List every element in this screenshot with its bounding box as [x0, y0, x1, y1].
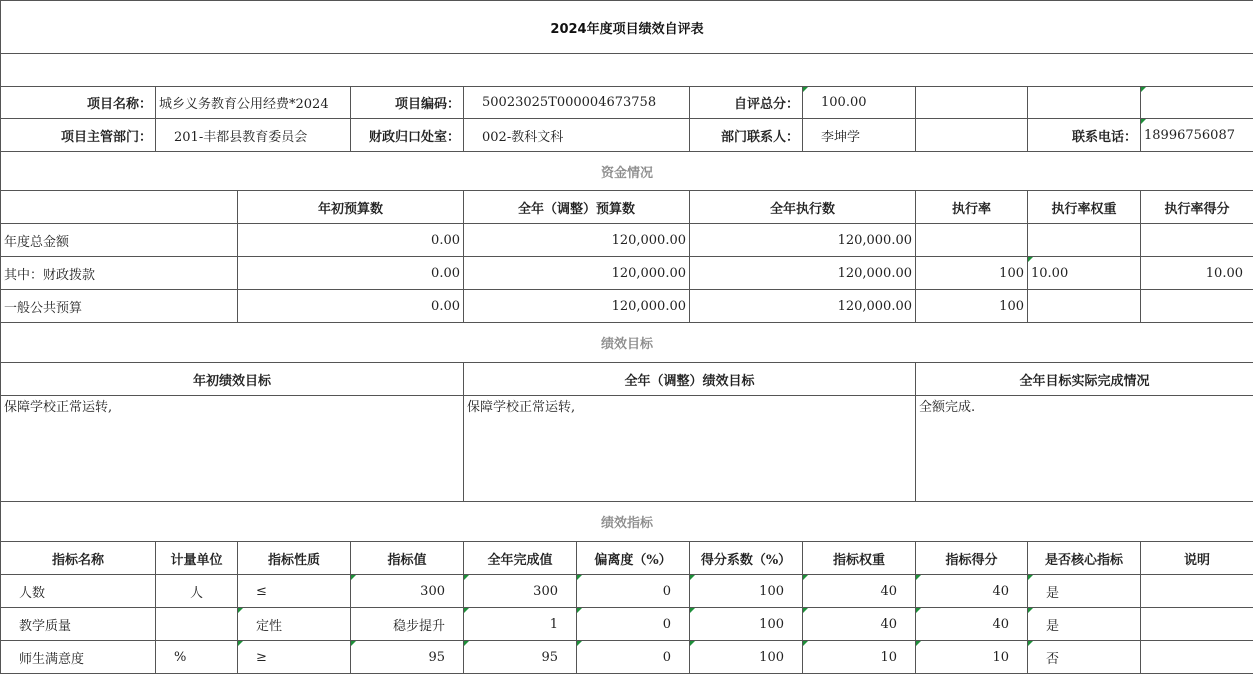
funds-row-adjusted[interactable]: 120,000.00	[464, 290, 690, 323]
goal-actual-text[interactable]: 全额完成.	[916, 396, 1253, 502]
ind-done[interactable]: 1	[464, 608, 577, 641]
contact-label: 部门联系人：	[690, 119, 803, 152]
ind-name[interactable]: 人数	[1, 575, 156, 608]
ind-deviation[interactable]: 0	[577, 575, 690, 608]
ind-core[interactable]: 否	[1028, 641, 1141, 674]
ind-deviation[interactable]: 0	[577, 608, 690, 641]
funds-row-adjusted[interactable]: 120,000.00	[464, 224, 690, 257]
funds-row-name[interactable]: 年度总金额	[1, 224, 238, 257]
ind-coef[interactable]: 100	[690, 575, 803, 608]
ind-coef[interactable]: 100	[690, 608, 803, 641]
ind-header-unit: 计量单位	[156, 542, 238, 575]
funds-header-score: 执行率得分	[1141, 191, 1253, 224]
ind-coef[interactable]: 100	[690, 641, 803, 674]
ind-header-value: 指标值	[351, 542, 464, 575]
project-name-label: 项目名称：	[1, 87, 156, 119]
ind-header-coef: 得分系数（%）	[690, 542, 803, 575]
goals-header-row	[1, 363, 1253, 396]
finance-value[interactable]: 002-教科文科	[464, 119, 690, 152]
ind-weight[interactable]: 40	[803, 608, 916, 641]
table-row	[1, 641, 1253, 674]
goals-header-actual: 全年目标实际完成情况	[916, 363, 1253, 396]
funds-row-rate[interactable]	[916, 224, 1028, 257]
table-row	[1, 224, 1253, 257]
ind-deviation[interactable]: 0	[577, 641, 690, 674]
funds-row-adjusted[interactable]: 120,000.00	[464, 257, 690, 290]
empty-cell[interactable]	[1141, 87, 1253, 119]
funds-row-initial[interactable]: 0.00	[238, 257, 464, 290]
indicators-section-title: 绩效指标	[1, 502, 1253, 542]
finance-label: 财政归口处室：	[351, 119, 464, 152]
goals-section-title: 绩效目标	[1, 323, 1253, 363]
empty-cell[interactable]	[1028, 87, 1141, 119]
table-row	[1, 257, 1253, 290]
funds-header-initial: 年初预算数	[238, 191, 464, 224]
table-row	[1, 608, 1253, 641]
funds-header-executed: 全年执行数	[690, 191, 916, 224]
funds-row-score[interactable]: 10.00	[1141, 257, 1253, 290]
ind-name[interactable]: 师生满意度	[1, 641, 156, 674]
funds-header-weight: 执行率权重	[1028, 191, 1141, 224]
ind-done[interactable]: 95	[464, 641, 577, 674]
ind-header-deviation: 偏离度（%）	[577, 542, 690, 575]
funds-section-title: 资金情况	[1, 152, 1253, 191]
phone-value[interactable]: 18996756087	[1141, 119, 1253, 152]
ind-note[interactable]	[1141, 608, 1253, 641]
ind-nature[interactable]: ≥	[238, 641, 351, 674]
empty-cell[interactable]	[916, 119, 1028, 152]
ind-score[interactable]: 40	[916, 608, 1028, 641]
project-code-label: 项目编码：	[351, 87, 464, 119]
ind-score[interactable]: 10	[916, 641, 1028, 674]
indicators-header-row	[1, 542, 1253, 575]
ind-value[interactable]: 稳步提升	[351, 608, 464, 641]
ind-core[interactable]: 是	[1028, 608, 1141, 641]
dept-label: 项目主管部门：	[1, 119, 156, 152]
funds-row-weight[interactable]	[1028, 224, 1141, 257]
goal-adjusted-text[interactable]: 保障学校正常运转,	[464, 396, 916, 502]
ind-header-core: 是否核心指标	[1028, 542, 1141, 575]
ind-name[interactable]: 教学质量	[1, 608, 156, 641]
self-score-value[interactable]: 100.00	[803, 87, 916, 119]
ind-header-score: 指标得分	[916, 542, 1028, 575]
project-name-value[interactable]: 城乡义务教育公用经费*2024	[156, 87, 351, 119]
funds-header-rate: 执行率	[916, 191, 1028, 224]
funds-header-row	[1, 191, 1253, 224]
ind-unit[interactable]: %	[156, 641, 238, 674]
ind-weight[interactable]: 40	[803, 575, 916, 608]
funds-row-weight[interactable]	[1028, 290, 1141, 323]
ind-header-name: 指标名称	[1, 542, 156, 575]
ind-note[interactable]	[1141, 575, 1253, 608]
funds-row-score[interactable]	[1141, 224, 1253, 257]
funds-row-score[interactable]	[1141, 290, 1253, 323]
phone-label: 联系电话：	[1028, 119, 1141, 152]
goals-header-initial: 年初绩效目标	[1, 363, 464, 396]
ind-value[interactable]: 300	[351, 575, 464, 608]
ind-header-weight: 指标权重	[803, 542, 916, 575]
goals-header-adjusted: 全年（调整）绩效目标	[464, 363, 916, 396]
funds-row-rate[interactable]: 100	[916, 257, 1028, 290]
dept-value[interactable]: 201-丰都县教育委员会	[156, 119, 351, 152]
table-row	[1, 575, 1253, 608]
funds-row-initial[interactable]: 0.00	[238, 290, 464, 323]
goal-initial-text[interactable]: 保障学校正常运转,	[1, 396, 464, 502]
ind-header-note: 说明	[1141, 542, 1253, 575]
blank-row[interactable]	[1, 54, 1253, 87]
funds-row-executed[interactable]: 120,000.00	[690, 257, 916, 290]
ind-done[interactable]: 300	[464, 575, 577, 608]
ind-core[interactable]: 是	[1028, 575, 1141, 608]
ind-nature[interactable]: 定性	[238, 608, 351, 641]
table-row	[1, 290, 1253, 323]
page-title: 2024年度项目绩效自评表	[1, 1, 1253, 54]
ind-unit[interactable]: 人	[156, 575, 238, 608]
ind-header-done: 全年完成值	[464, 542, 577, 575]
ind-nature[interactable]: ≤	[238, 575, 351, 608]
empty-cell	[1, 191, 238, 224]
ind-weight[interactable]: 10	[803, 641, 916, 674]
ind-value[interactable]: 95	[351, 641, 464, 674]
funds-row-executed[interactable]: 120,000.00	[690, 224, 916, 257]
ind-header-nature: 指标性质	[238, 542, 351, 575]
ind-unit[interactable]	[156, 608, 238, 641]
info-row-1	[1, 87, 1253, 119]
funds-row-name[interactable]: 一般公共预算	[1, 290, 238, 323]
empty-cell[interactable]	[916, 87, 1028, 119]
funds-row-rate[interactable]: 100	[916, 290, 1028, 323]
ind-score[interactable]: 40	[916, 575, 1028, 608]
ind-note[interactable]	[1141, 641, 1253, 674]
funds-row-executed[interactable]: 120,000.00	[690, 290, 916, 323]
info-row-2	[1, 119, 1253, 152]
project-code-value[interactable]: 50023025T000004673758	[464, 87, 690, 119]
funds-row-name[interactable]: 其中：财政拨款	[1, 257, 238, 290]
funds-row-initial[interactable]: 0.00	[238, 224, 464, 257]
goals-content-row	[1, 396, 1253, 502]
funds-row-weight[interactable]: 10.00	[1028, 257, 1141, 290]
contact-value[interactable]: 李坤学	[803, 119, 916, 152]
self-score-label: 自评总分：	[690, 87, 803, 119]
funds-header-adjusted: 全年（调整）预算数	[464, 191, 690, 224]
